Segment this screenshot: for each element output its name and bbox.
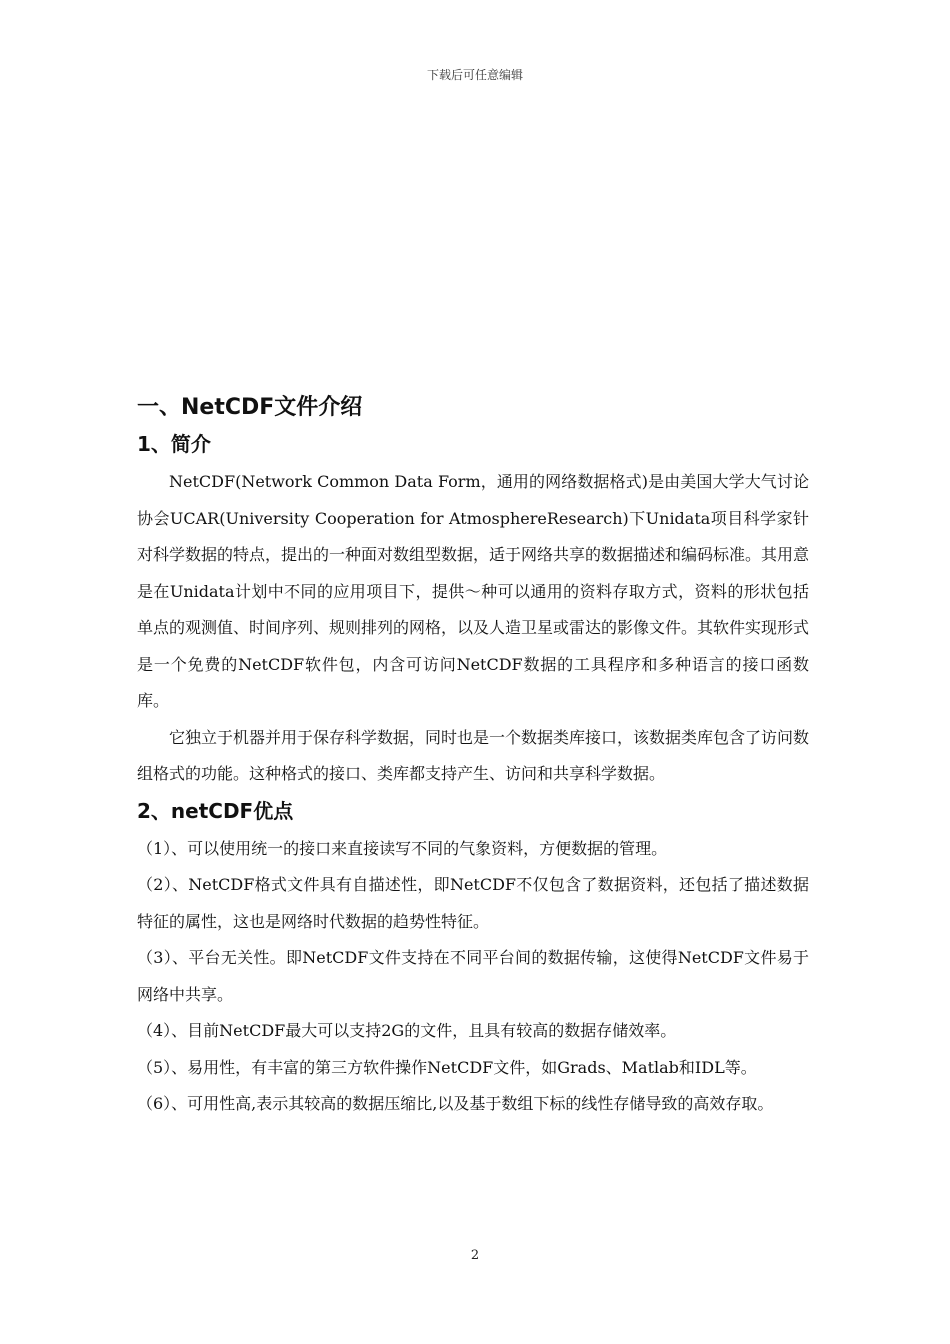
- intro-paragraph: NetCDF(Network Common Data Form，通用的网络数据格式)是由美国大学大气讨论协会UCAR(University Cooperation for AtmosphereResearch)下Unidata项目科学家针对科学数据的特点，提出的一种面对数组型数据，适于网络共享的数据描述和编码标准。其用意是在Unidata计划中不同的应用项目下，提供～种可以通用的资料存取方式，资料的形状包括单点的观测值、时间序列、规则排列的网格，以及人造卫星或雷达的影像文件。其软件实现形式是一个免费的NetCDF软件包，内含可访问NetCDF数据的工具程序和多种语言的接口函数库。: [137, 472, 810, 710]
- advantages-heading: 2、netCDF优点: [137, 798, 294, 823]
- advantage-item: （6）、可用性高,表示其较高的数据压缩比,以及基于数组下标的线性存储导致的高效存取。: [137, 1094, 774, 1113]
- advantage-item: （5）、易用性，有丰富的第三方软件操作NetCDF文件，如Grads、Matlab和IDL等。: [137, 1057, 757, 1077]
- advantage-item: （4）、目前NetCDF最大可以支持2G的文件，且具有较高的数据存储效率。: [137, 1021, 677, 1040]
- advantage-item: （1）、可以使用统一的接口来直接读写不同的气象资料，方便数据的管理。: [137, 838, 668, 858]
- page-number: 2: [470, 1248, 480, 1263]
- section-title: 一、NetCDF文件介绍: [137, 395, 363, 420]
- advantage-item: （3）、平台无关性。即NetCDF文件支持在不同平台间的数据传输，这使得NetCDF文件易于网络中共享。: [137, 948, 809, 1004]
- document-body: [137, 392, 809, 1123]
- page-header: 下载后可任意编辑: [426, 68, 523, 82]
- intro-heading: 1、简介: [137, 432, 211, 456]
- advantage-item: （2）、NetCDF格式文件具有自描述性，即NetCDF不仅包含了数据资料，还包括了描述数据特征的属性，这也是网络时代数据的趋势性特征。: [137, 875, 809, 931]
- intro-paragraph: 它独立于机器并用于保存科学数据，同时也是一个数据类库接口，该数据类库包含了访问数组格式的功能。这种格式的接口、类库都支持产生、访问和共享科学数据。: [137, 727, 810, 783]
